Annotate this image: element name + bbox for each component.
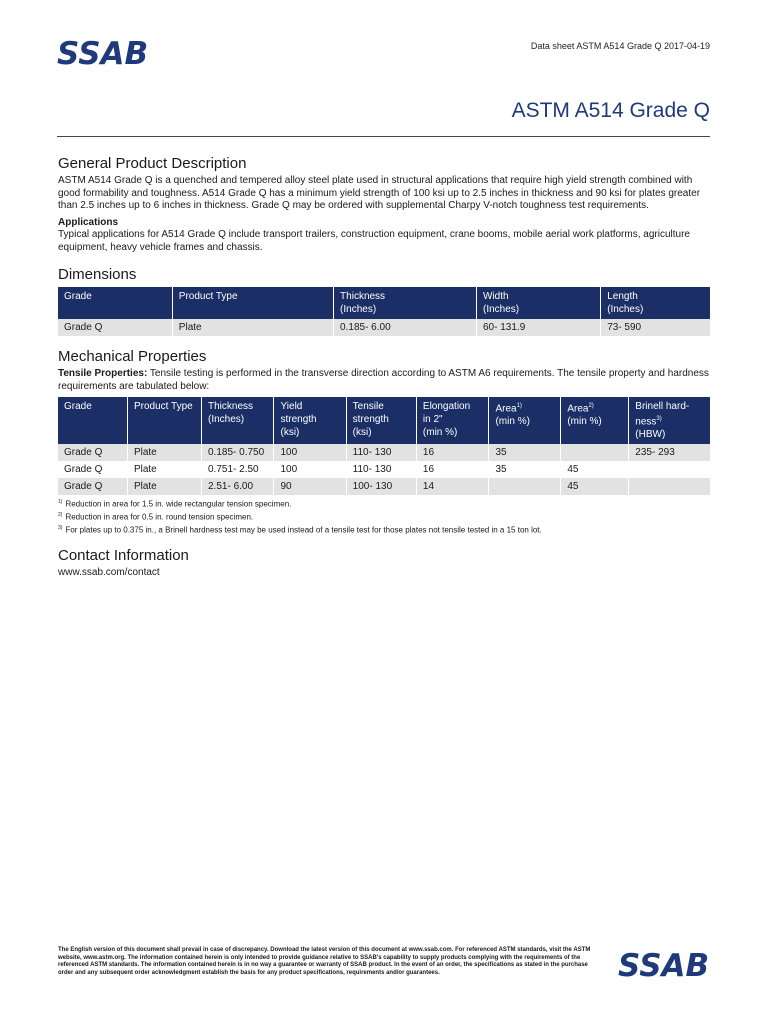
- table-cell: 110- 130: [346, 461, 416, 478]
- footnote-marker: 2): [588, 403, 594, 409]
- table-cell: 0.751- 2.50: [202, 461, 274, 478]
- footnote: [58, 523, 710, 536]
- dimensions-table: [58, 287, 710, 336]
- header-label: Thickness: [208, 401, 254, 412]
- document-meta: Data sheet ASTM A514 Grade Q 2017-04-19: [530, 41, 710, 51]
- header-label: Elongation: [422, 401, 471, 412]
- footnote: [58, 497, 710, 510]
- footnote-mark: 3): [58, 524, 63, 531]
- table-cell: 35: [489, 461, 561, 478]
- table-cell: Grade Q: [58, 319, 172, 336]
- tensile-label: Tensile Properties:: [58, 368, 148, 379]
- footnote: [58, 510, 710, 523]
- table-cell: 60- 131.9: [477, 319, 601, 336]
- header-label: Thickness: [340, 291, 386, 302]
- header-unit: (Inches): [340, 304, 377, 315]
- table-row: [58, 319, 710, 336]
- header-label: Product Type: [178, 291, 238, 302]
- column-header: [629, 397, 710, 444]
- table-row: [58, 461, 710, 478]
- header-unit: (Inches): [607, 304, 644, 315]
- table-header-row: [58, 287, 710, 319]
- table-cell: Plate: [127, 461, 201, 478]
- dimensions-section: [58, 266, 710, 336]
- contact-heading: Contact Information: [58, 547, 189, 565]
- column-header: [489, 397, 561, 444]
- header-label: Grade: [64, 291, 92, 302]
- table-cell: 35: [489, 444, 561, 461]
- header-unit: (min %): [567, 416, 602, 428]
- header-line-3: (ksi): [280, 427, 300, 438]
- footer-disclaimer: The English version of this document shall prevail in case of discrepancy. Download the latest version of this document at www.ssab.com. For referenced ASTM standards, visit the ASTM website, www.astm.org. The information contained herein is only intended to provide guidance relative to SSAB's capability to supply products complying with the requirements of the referenced ASTM standards. The information contained herein is in no way a guarantee or warranty of SSAB product. In the event of an order, the specifications as stated in the purchase order and any subsequent order acknowledgment establish the basis for any product specifications, requirements and/or guarantees.: [58, 947, 591, 976]
- header-label: Grade: [64, 401, 92, 412]
- column-header: [127, 397, 201, 444]
- ssab-logo: SSAB: [57, 36, 149, 72]
- header-unit: (min %): [495, 416, 530, 428]
- table-cell: 2.51- 6.00: [202, 478, 274, 495]
- document-body: [58, 155, 710, 580]
- column-header: [416, 397, 489, 444]
- header-label: Length: [607, 291, 638, 302]
- footnote-text: For plates up to 0.375 in., a Brinell hardness test may be used instead of a tensile test for those plates not tensile tested in a 15 ton lot.: [65, 525, 542, 535]
- column-header: [58, 397, 127, 444]
- table-cell: 73- 590: [601, 319, 710, 336]
- header-label-cont: ness: [635, 416, 657, 428]
- contact-section: [58, 547, 710, 580]
- column-header: [202, 397, 274, 444]
- table-cell: 14: [416, 478, 489, 495]
- table-cell: 90: [274, 478, 346, 495]
- footnote-marker: 1): [516, 403, 522, 409]
- column-header: [477, 287, 601, 319]
- contact-link[interactable]: www.ssab.com/contact: [58, 567, 160, 579]
- table-cell: 100- 130: [346, 478, 416, 495]
- title-divider: [57, 136, 710, 137]
- column-header: [334, 287, 477, 319]
- header-line-2: (Inches): [208, 414, 245, 425]
- table-cell: [629, 478, 710, 495]
- applications-heading: Applications: [58, 216, 119, 228]
- column-header: [172, 287, 333, 319]
- header-label: Area: [567, 403, 589, 415]
- header-label: Product Type: [133, 401, 193, 412]
- dimensions-heading: Dimensions: [58, 266, 137, 283]
- table-cell: [489, 478, 561, 495]
- table-cell: Plate: [172, 319, 333, 336]
- mechanical-section: [58, 348, 710, 535]
- table-cell: Grade Q: [58, 461, 127, 478]
- mechanical-intro: [58, 368, 710, 393]
- header-label: Tensile: [352, 401, 384, 412]
- table-cell: 110- 130: [346, 444, 416, 461]
- table-cell: 100: [274, 461, 346, 478]
- page-title: ASTM A514 Grade Q: [511, 99, 710, 122]
- column-header: [601, 287, 710, 319]
- table-cell: Plate: [127, 444, 201, 461]
- table-cell: 45: [561, 478, 629, 495]
- footnote-text: Reduction in area for 1.5 in. wide rectangular tension specimen.: [65, 499, 292, 509]
- mechanical-table: [58, 397, 710, 495]
- mechanical-heading: Mechanical Properties: [58, 348, 207, 365]
- ssab-logo-footer: SSAB: [618, 948, 710, 984]
- table-cell: [629, 461, 710, 478]
- column-header: [274, 397, 346, 444]
- table-cell: 45: [561, 461, 629, 478]
- table-cell: 16: [416, 444, 489, 461]
- column-header: [346, 397, 416, 444]
- table-cell: 0.185- 0.750: [202, 444, 274, 461]
- table-cell: Plate: [127, 478, 201, 495]
- header-line-3: (min %): [422, 427, 458, 438]
- header-line-2: strength: [352, 414, 389, 425]
- table-header-row: [58, 397, 710, 444]
- tensile-text: Tensile testing is performed in the transverse direction according to ASTM A6 requirements. The tensile property and hardness requirements are tabulated below:: [58, 368, 709, 392]
- general-body: ASTM A514 Grade Q is a quenched and tempered alloy steel plate used in structural applications that require high yield strength combined with good formability and toughness. A514 Grade Q has a minimum yield strength of 100 ksi up to 2.5 inches in thickness and 90 ksi for plates greater than 2.5 inches up to 6 inches in thickness. Grade Q may be ordered with supplemental Charpy V-notch toughness test requirements.: [58, 175, 701, 211]
- footnote-text: Reduction in area for 0.5 in. round tension specimen.: [65, 512, 254, 522]
- table-cell: Grade Q: [58, 478, 127, 495]
- column-header: [561, 397, 629, 444]
- footnote-mark: 1): [58, 499, 63, 506]
- header-line-2: strength: [280, 414, 317, 425]
- table-row: [58, 444, 710, 461]
- general-section: [58, 155, 710, 254]
- header-label: Brinell hard-: [635, 401, 690, 412]
- header-label: Area: [495, 403, 517, 415]
- general-heading: General Product Description: [58, 155, 247, 172]
- header-label: Width: [483, 291, 509, 302]
- footnote-marker: 3): [656, 416, 662, 422]
- header-line-2: in 2": [422, 414, 443, 425]
- header-unit: (HBW): [635, 429, 666, 441]
- header-label: Yield: [280, 401, 303, 412]
- applications-body: Typical applications for A514 Grade Q include transport trailers, construction equipment, crane booms, mobile aerial work platforms, agriculture equipment, heavy vehicle frames and chassis.: [58, 229, 690, 253]
- footnote-mark: 2): [58, 511, 63, 518]
- column-header: [58, 287, 172, 319]
- header-line-3: (ksi): [352, 427, 372, 438]
- table-cell: 16: [416, 461, 489, 478]
- table-cell: 100: [274, 444, 346, 461]
- table-cell: Grade Q: [58, 444, 127, 461]
- header-unit: (Inches): [483, 304, 520, 315]
- footnotes: [58, 497, 710, 535]
- table-row: [58, 478, 710, 495]
- table-cell: 235- 293: [629, 444, 710, 461]
- table-cell: [561, 444, 629, 461]
- table-cell: 0.185- 6.00: [334, 319, 477, 336]
